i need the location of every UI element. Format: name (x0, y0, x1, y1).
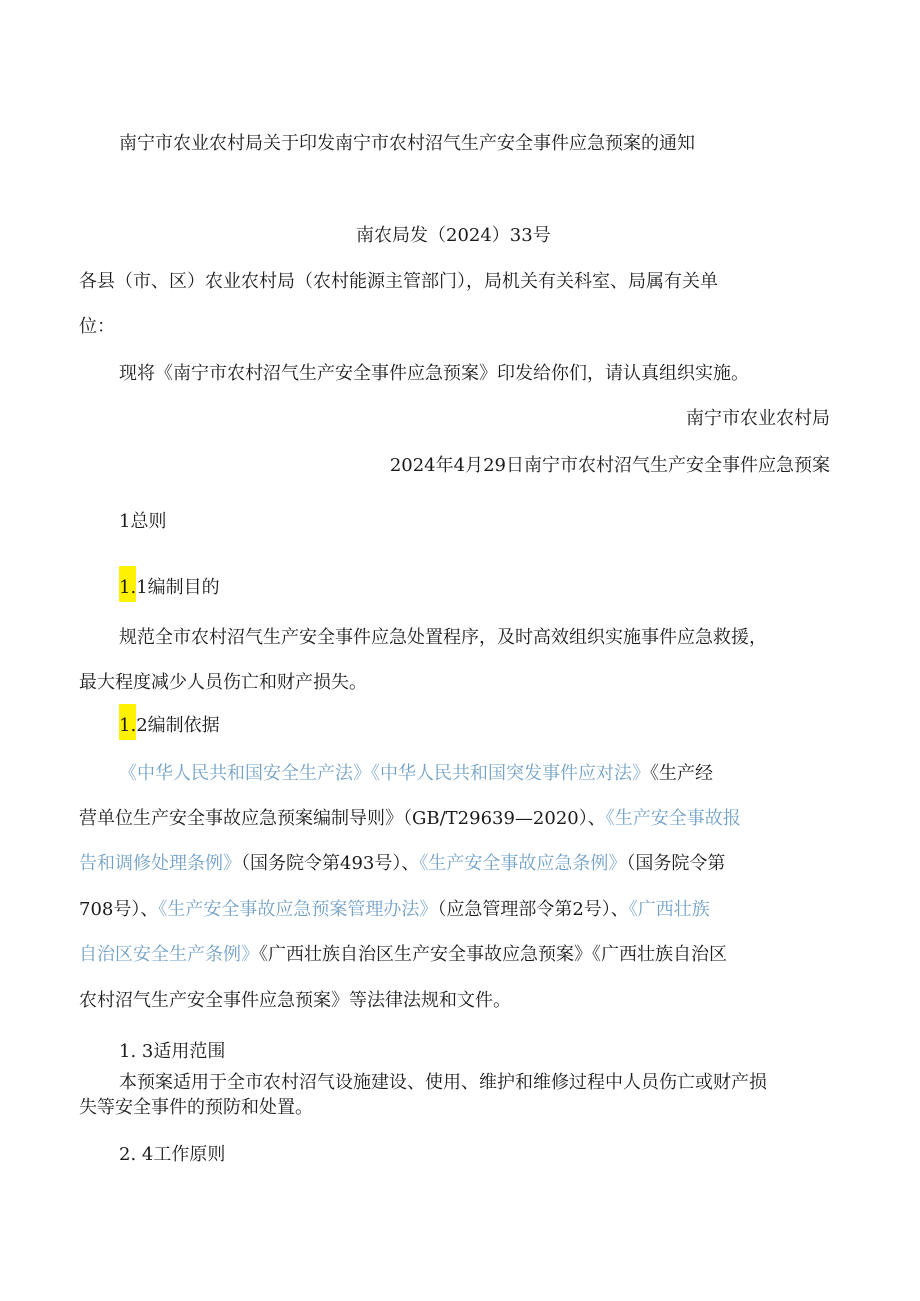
law-link[interactable]: 《广西壮族 (628, 899, 710, 920)
document-number: 南农局发（2024）33号 (356, 225, 551, 246)
notice-body: 现将《南宁市农村沼气生产安全事件应急预案》印发给你们，请认真组织实施。 (119, 363, 749, 384)
basis-line-6: 农村沼气生产安全事件应急预案》等法律法规和文件。 (79, 990, 511, 1011)
basis-text: 营单位生产安全事故应急预案编制导则》（GB/T29639—2020）、 (79, 808, 606, 829)
highlight-mark: 1. (119, 704, 136, 740)
basis-text: 《生产经 (650, 763, 713, 784)
section-1-4-heading: 2. 4工作原则 (119, 1144, 226, 1165)
basis-line-2 (79, 807, 741, 831)
highlight-mark: 1. (119, 566, 136, 602)
section-1-3-heading: 1. 3适用范围 (119, 1041, 226, 1062)
basis-text: （国务院令第493号）、 (241, 853, 420, 874)
law-link[interactable]: 《生产安全事故报 (605, 808, 741, 829)
law-link[interactable]: 自治区安全生产条例》 (79, 944, 259, 965)
basis-line-3 (79, 852, 725, 876)
section-1-1-title: 1编制目的 (136, 577, 220, 598)
basis-text: 《广西壮族自治区生产安全事故应急预案》《广西壮族自治区 (259, 944, 727, 965)
law-link[interactable]: 《中华人民共和国安全生产法》 (119, 763, 371, 784)
basis-line-5 (79, 943, 727, 967)
basis-line-1 (119, 762, 713, 786)
basis-text: 708号）、 (79, 899, 159, 920)
document-title: 南宁市农业农村局关于印发南宁市农村沼气生产安全事件应急预案的通知 (119, 133, 695, 154)
basis-text: （应急管理部令第2号）、 (437, 899, 629, 920)
basis-text: （国务院令第 (626, 853, 726, 874)
section-1-1-para-line-2: 最大程度减少人员伤亡和财产损失。 (79, 672, 367, 693)
basis-line-4 (79, 898, 710, 922)
law-link[interactable]: 《生产安全事故应急条例》 (419, 853, 627, 874)
law-link[interactable]: 《生产安全事故应急预案管理办法》 (158, 899, 438, 920)
section-1-1-para-line-1: 规范全市农村沼气生产安全事件应急处置程序，及时高效组织实施事件应急救援， (119, 627, 767, 648)
recipients-line-1: 各县（市、区）农业农村局（农村能源主管部门），局机关有关科室、局属有关单 (79, 271, 718, 292)
section-1-2-heading (119, 704, 220, 740)
law-link[interactable]: 告和调修处理条例》 (79, 853, 241, 874)
recipients-line-2: 位： (79, 316, 115, 337)
section-1-1-heading (119, 566, 220, 602)
section-1-3-para-line-1: 本预案适用于全市农村沼气设施建设、使用、维护和维修过程中人员伤亡或财产损 (119, 1072, 767, 1093)
section-1-2-title: 2编制依据 (136, 715, 220, 736)
section-1-heading: 1总则 (119, 511, 167, 532)
law-link[interactable]: 《中华人民共和国突发事件应对法》 (371, 763, 650, 784)
signature-date-title: 2024年4月29日南宁市农村沼气生产安全事件应急预案 (389, 455, 830, 476)
section-1-3-para-line-2: 失等安全事件的预防和处置。 (79, 1097, 313, 1118)
signature-org: 南宁市农业农村局 (686, 408, 830, 429)
